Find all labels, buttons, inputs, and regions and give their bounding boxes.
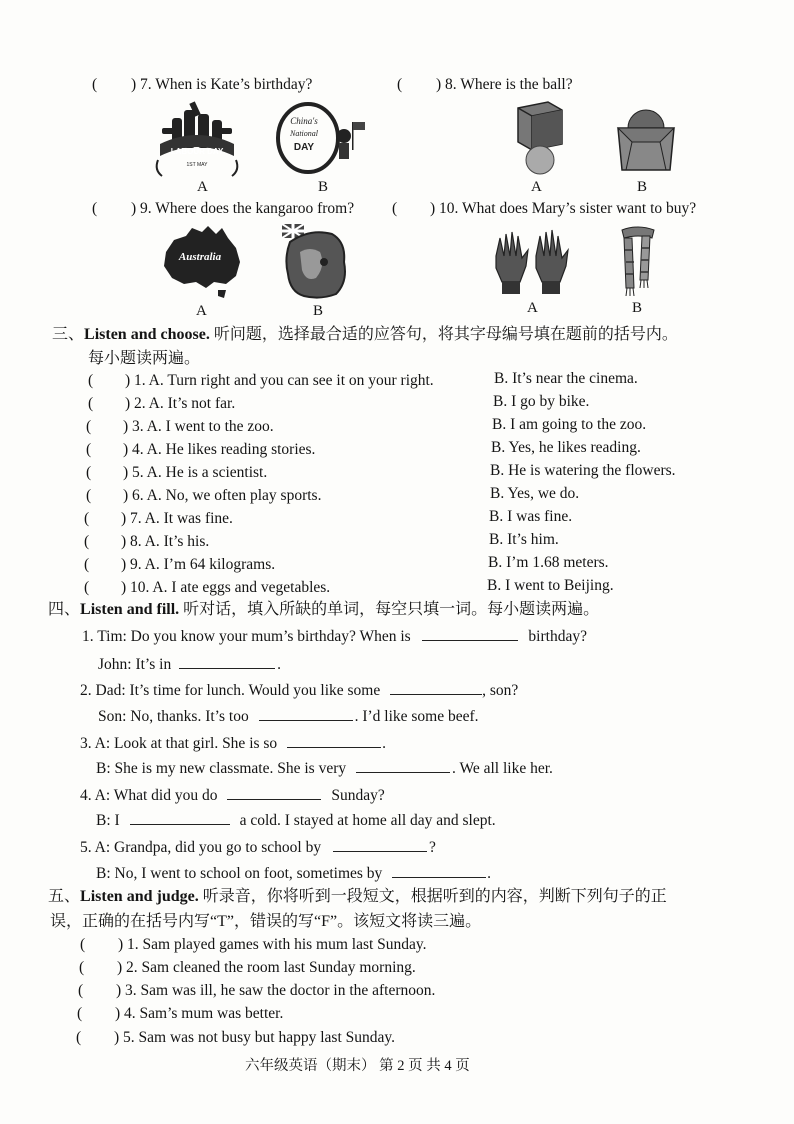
q8-paren-open: (	[397, 76, 403, 93]
s3-item-option-b: B. I went to Beijing.	[487, 577, 614, 594]
q8-paren-close: )	[436, 76, 442, 93]
s3-item-paren[interactable]: (	[86, 464, 92, 481]
s3-item-paren[interactable]: (	[84, 556, 90, 573]
s4-line-5	[80, 733, 386, 752]
s3-item-option-a: ) 1. A. Turn right and you can see it on your right.	[125, 372, 434, 389]
answer-blank[interactable]	[333, 837, 427, 852]
s4-line-text: .	[382, 735, 386, 752]
section3-heading	[52, 327, 678, 343]
s4-line-text: .	[277, 656, 281, 673]
national-day-picture	[274, 100, 370, 178]
s4-line-text: 5. A: Grandpa, did you go to school by	[80, 839, 322, 856]
s3-item-option-a: ) 9. A. I’m 64 kilograms.	[121, 556, 276, 573]
s3-item-option-a: ) 8. A. It’s his.	[121, 533, 210, 550]
section5-title: Listen and judge.	[80, 888, 199, 905]
s4-line-text: , son?	[482, 682, 519, 699]
q10-option-b: B	[632, 300, 643, 316]
s4-line-3	[80, 680, 518, 699]
s5-item-paren[interactable]: (	[76, 1029, 82, 1046]
s3-item-option-a: ) 7. A. It was fine.	[121, 510, 233, 527]
australia-label: Australia	[178, 251, 222, 263]
s4-line-text: B: She is my new classmate. She is very	[96, 760, 347, 777]
s4-line-text: a cold. I stayed at home all day and slept.	[239, 812, 496, 829]
s5-item-text: ) 3. Sam was ill, he saw the doctor in the afternoon.	[116, 982, 436, 999]
s4-line-4	[98, 706, 479, 725]
s4-line-text: Sunday?	[331, 787, 385, 804]
q7-paren-close: )	[131, 76, 137, 93]
s4-line-2	[98, 654, 281, 673]
s3-item-option-b: B. I’m 1.68 meters.	[488, 554, 609, 571]
q10-paren-open: (	[392, 200, 398, 217]
s3-item-option-b: B. It’s him.	[489, 531, 559, 548]
section3-title: Listen and choose.	[84, 326, 210, 343]
s3-item-paren[interactable]: (	[84, 533, 90, 550]
s4-line-text: 1. Tim: Do you know your mum’s birthday? When is	[82, 628, 411, 645]
s4-line-text: 4. A: What did you do	[80, 787, 218, 804]
q10-option-a: A	[527, 300, 538, 316]
national-day-word-2: National	[289, 129, 319, 138]
section5-number: 五、	[48, 888, 81, 905]
labour-day-picture	[152, 98, 242, 180]
s3-item-option-b: B. Yes, we do.	[490, 485, 580, 502]
s5-item-text: ) 4. Sam’s mum was better.	[115, 1005, 284, 1022]
section5-heading	[48, 889, 667, 905]
s3-item-option-a: ) 2. A. It’s not far.	[125, 395, 236, 412]
labour-day-date: 1ST MAY	[186, 162, 208, 168]
answer-blank[interactable]	[390, 680, 482, 695]
q8-option-a: A	[531, 179, 542, 195]
section3-instruction: 听问题，选择最合适的应答句，将其字母编号填在题前的括号内。	[213, 326, 678, 343]
q9-text	[131, 201, 354, 217]
s3-item-paren[interactable]: (	[86, 418, 92, 435]
s4-line-text: John: It’s in	[98, 656, 172, 673]
ball-in-box-picture	[612, 98, 680, 178]
s4-line-10	[96, 863, 491, 882]
q9-question: 9. Where does the kangaroo from?	[140, 200, 355, 217]
s4-line-text: B: I	[96, 812, 120, 829]
answer-blank[interactable]	[287, 733, 381, 748]
q7-paren-open: (	[92, 76, 98, 93]
answer-blank[interactable]	[422, 626, 518, 641]
s3-item-option-a: ) 6. A. No, we often play sports.	[123, 487, 322, 504]
s3-item-paren[interactable]: (	[88, 395, 94, 412]
s4-line-text: . I’d like some beef.	[354, 708, 479, 725]
s4-line-text: 3. A: Look at that girl. She is so	[80, 735, 278, 752]
scarf-picture	[612, 224, 662, 300]
q8-option-b: B	[637, 179, 648, 195]
section3-instruction-2: 每小题读两遍。	[88, 350, 201, 367]
s3-item-option-b: B. Yes, he likes reading.	[491, 439, 641, 456]
section4-number: 四、	[48, 601, 81, 618]
s4-line-text: . We all like her.	[452, 760, 553, 777]
q9-option-b: B	[313, 303, 324, 319]
s4-line-1	[82, 626, 587, 645]
s5-item-paren[interactable]: (	[79, 959, 85, 976]
s3-item-option-b: B. He is watering the flowers.	[490, 462, 676, 479]
answer-blank[interactable]	[179, 654, 275, 669]
section5-instruction-2: 误，正确的在括号内写“T”，错误的写“F”。该短文将读三遍。	[50, 913, 482, 930]
q9-paren-close: )	[131, 200, 137, 217]
s4-line-8	[96, 810, 496, 829]
page-footer: 六年级英语（期末） 第 2 页 共 4 页	[245, 1058, 470, 1074]
answer-blank[interactable]	[356, 758, 450, 773]
s5-item-paren[interactable]: (	[80, 936, 86, 953]
section3-number: 三、	[52, 326, 85, 343]
s3-item-paren[interactable]: (	[86, 487, 92, 504]
s3-item-paren[interactable]: (	[86, 441, 92, 458]
labour-day-label: LABOUR DAY	[170, 147, 224, 156]
s5-item-text: ) 1. Sam played games with his mum last Sunday.	[118, 936, 427, 953]
s4-line-6	[96, 758, 553, 777]
s5-item-paren[interactable]: (	[77, 1005, 83, 1022]
q7-text	[131, 77, 312, 93]
s4-line-text: 2. Dad: It’s time for lunch. Would you like some	[80, 682, 381, 699]
gloves-picture	[490, 226, 576, 300]
s5-item-paren[interactable]: (	[78, 982, 84, 999]
s3-item-paren[interactable]: (	[84, 510, 90, 527]
s3-item-paren[interactable]: (	[84, 579, 90, 596]
s4-line-text: .	[487, 865, 492, 882]
national-day-word-1: China's	[290, 116, 318, 126]
q7-question: 7. When is Kate’s birthday?	[140, 76, 313, 93]
q7-option-b: B	[318, 179, 329, 195]
s4-line-text: ?	[428, 839, 436, 856]
answer-blank[interactable]	[392, 863, 486, 878]
s3-item-option-b: B. I go by bike.	[493, 393, 590, 410]
q9-paren-open: (	[92, 200, 98, 217]
section4-instruction: 听对话，填入所缺的单词，每空只填一词。每小题读两遍。	[183, 601, 600, 618]
s3-item-option-a: ) 10. A. I ate eggs and vegetables.	[121, 579, 331, 596]
s3-item-option-b: B. It’s near the cinema.	[494, 370, 638, 387]
answer-blank[interactable]	[227, 785, 321, 800]
q8-text	[436, 77, 573, 93]
s3-item-paren[interactable]: (	[88, 372, 94, 389]
q8-question: 8. Where is the ball?	[445, 76, 573, 93]
national-day-word-3: DAY	[293, 142, 315, 153]
s3-item-option-b: B. I was fine.	[489, 508, 573, 525]
s4-line-text: B: No, I went to school on foot, sometimes by	[96, 865, 383, 882]
section4-heading	[48, 602, 599, 618]
ball-under-box-picture	[510, 98, 570, 178]
q10-question: ) 10. What does Mary’s sister want to buy?	[430, 200, 697, 217]
answer-blank[interactable]	[259, 706, 353, 721]
section5-instruction: 听录音，你将听到一段短文，根据听到的内容，判断下列句子的正	[202, 888, 667, 905]
australia-map-picture	[156, 222, 248, 300]
s3-item-option-b: B. I am going to the zoo.	[492, 416, 647, 433]
answer-blank[interactable]	[130, 810, 230, 825]
s5-item-text: ) 5. Sam was not busy but happy last Sunday.	[114, 1029, 395, 1046]
s4-line-text: birthday?	[528, 628, 587, 645]
s4-line-9	[80, 837, 436, 856]
s3-item-option-a: ) 4. A. He likes reading stories.	[123, 441, 316, 458]
s4-line-text: Son: No, thanks. It’s too	[98, 708, 249, 725]
section4-title: Listen and fill.	[80, 601, 180, 618]
q7-option-a: A	[197, 179, 208, 195]
s5-item-text: ) 2. Sam cleaned the room last Sunday morning.	[117, 959, 416, 976]
s3-item-option-a: ) 5. A. He is a scientist.	[123, 464, 268, 481]
uk-map-picture	[280, 222, 352, 302]
s4-line-7	[80, 785, 385, 804]
s3-item-option-a: ) 3. A. I went to the zoo.	[123, 418, 274, 435]
q9-option-a: A	[196, 303, 207, 319]
